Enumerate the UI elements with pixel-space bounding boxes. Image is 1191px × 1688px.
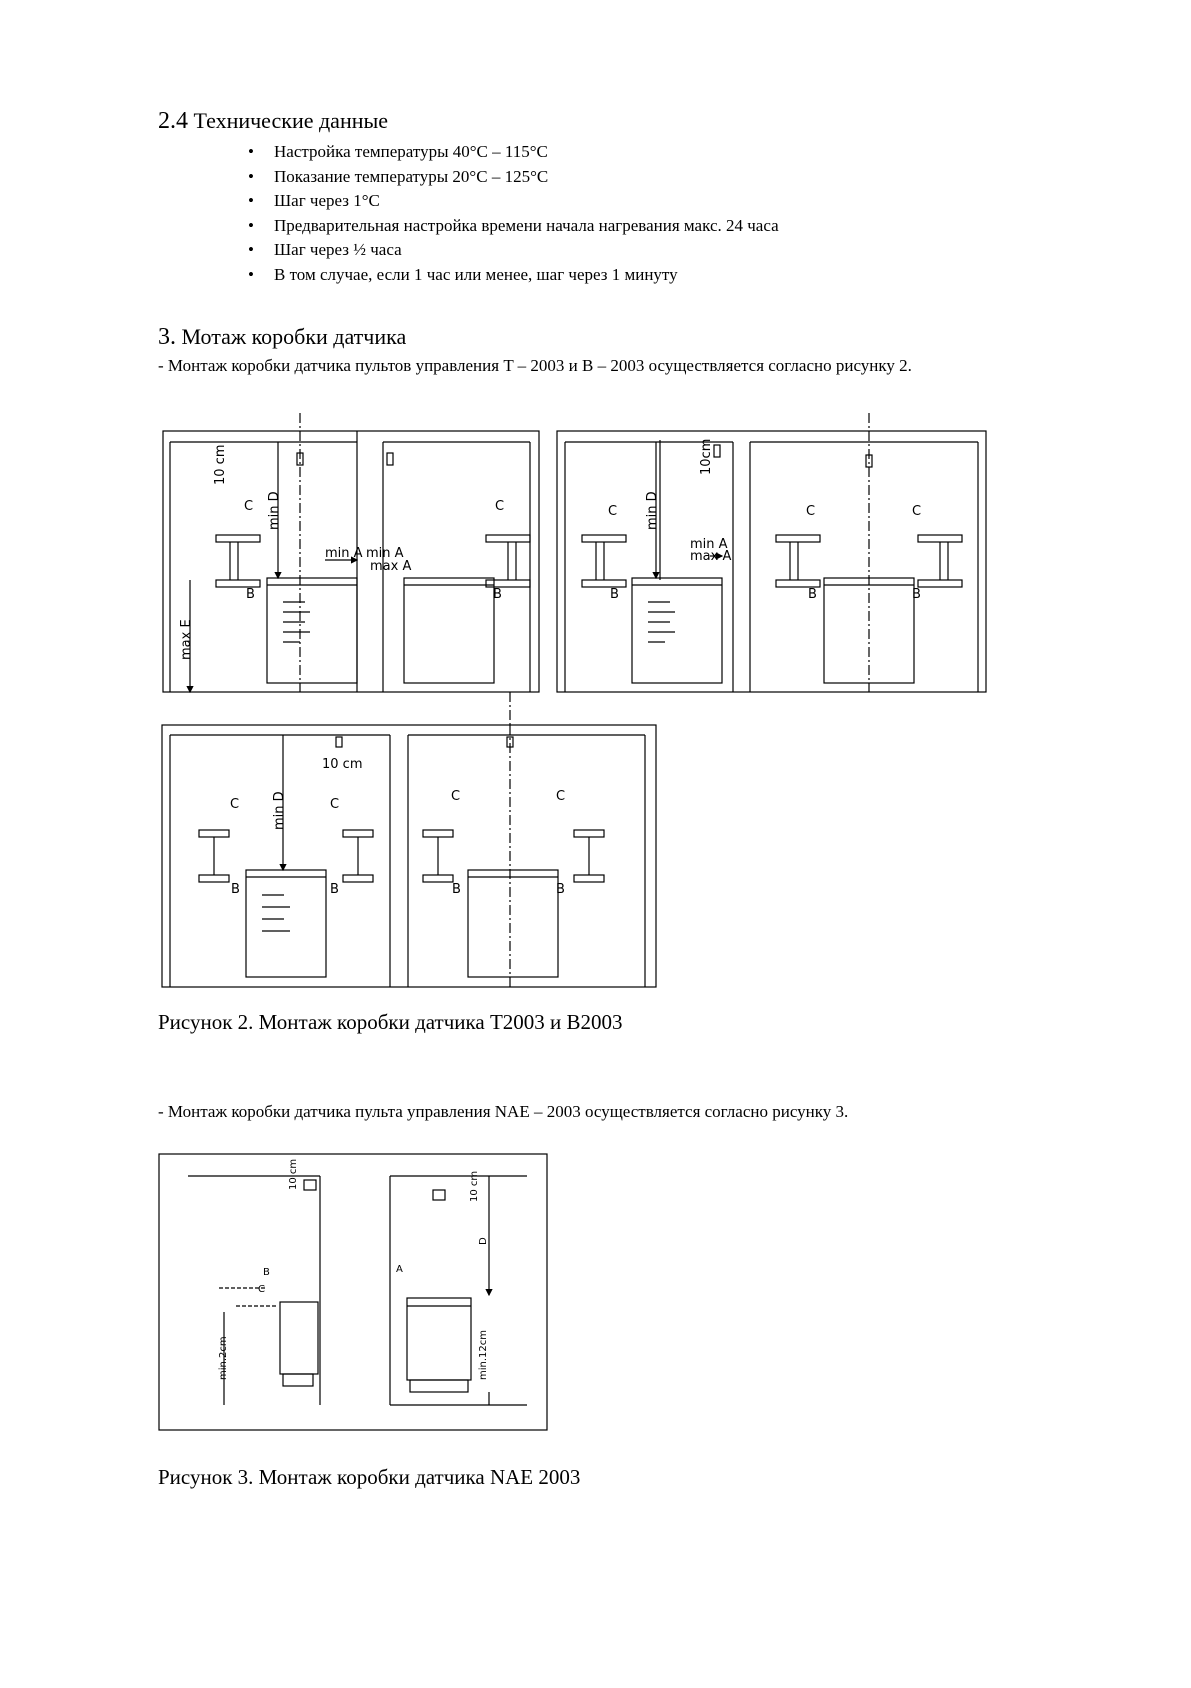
label-10cm: 10cm — [699, 438, 714, 475]
label-d: D — [478, 1237, 489, 1245]
label-c: C — [451, 789, 461, 804]
label-min-12cm: min.12cm — [478, 1330, 489, 1380]
list-item: • Шаг через ½ часа — [248, 238, 779, 263]
label-10cm: 10 cm — [469, 1170, 480, 1202]
label-max-e: max E — [179, 619, 194, 660]
list-item: • Показание температуры 20°C – 125°C — [248, 165, 779, 190]
figure-2-caption: Рисунок 2. Монтаж коробки датчика T2003 и B2003 — [158, 1010, 623, 1034]
label-b: B — [808, 587, 817, 602]
section-number: 2.4 — [158, 108, 188, 134]
label-b: B — [330, 882, 339, 897]
list-item: • Настройка температуры 40°C – 115°C — [248, 140, 779, 165]
label-min-d: min D — [267, 491, 282, 530]
label-max-a: max A — [690, 549, 732, 564]
figure-2-panel-2 — [557, 431, 986, 692]
list-item: • Шаг через 1°C — [248, 189, 779, 214]
label-min-2cm: min.2cm — [218, 1336, 229, 1380]
label-c: C — [608, 504, 618, 519]
label-a: A — [396, 1264, 403, 1275]
label-b: B — [912, 587, 921, 602]
section-number: 3. — [158, 324, 176, 350]
label-b: B — [493, 587, 502, 602]
figure-2-panel-3 — [162, 725, 656, 987]
label-c: C — [258, 1284, 265, 1295]
label-c: C — [230, 797, 240, 812]
list-item: • В том случае, если 1 час или менее, шаг через 1 минуту — [248, 263, 779, 288]
label-c: C — [330, 797, 340, 812]
label-b: B — [556, 882, 565, 897]
label-c: C — [912, 504, 922, 519]
section-title: Мотаж коробки датчика — [181, 324, 407, 349]
list-item: • Предварительная настройка времени начала нагревания макс. 24 часа — [248, 214, 779, 239]
label-b: B — [231, 882, 240, 897]
label-min-a: min A — [325, 546, 363, 561]
label-c: C — [556, 789, 566, 804]
label-min-d: min D — [272, 791, 287, 830]
label-10cm: 10 cm — [322, 757, 363, 772]
label-b: B — [246, 587, 255, 602]
label-b: B — [263, 1267, 270, 1278]
label-10cm: 10 cm — [213, 444, 228, 485]
label-min-a: min A — [366, 546, 404, 561]
nae-paragraph: - Монтаж коробки датчика пульта управления NAE – 2003 осуществляется согласно рисунку 3. — [158, 1102, 849, 1121]
label-max-a: max A — [370, 559, 412, 574]
intro-paragraph: - Монтаж коробки датчика пультов управления T – 2003 и B – 2003 осуществляется согласно рисунку 2. — [158, 356, 912, 375]
section-title: Технические данные — [193, 108, 389, 133]
label-c: C — [495, 499, 505, 514]
label-10cm: 10 cm — [288, 1158, 299, 1190]
label-c: C — [806, 504, 816, 519]
figure-3-caption: Рисунок 3. Монтаж коробки датчика NAE 2003 — [158, 1465, 581, 1489]
label-min-d: min D — [645, 491, 660, 530]
label-b: B — [452, 882, 461, 897]
label-b: B — [610, 587, 619, 602]
heater-unit — [267, 578, 357, 683]
figure-3-diagram — [159, 1154, 547, 1430]
label-min-a: min A — [690, 537, 728, 552]
label-c: C — [244, 499, 254, 514]
